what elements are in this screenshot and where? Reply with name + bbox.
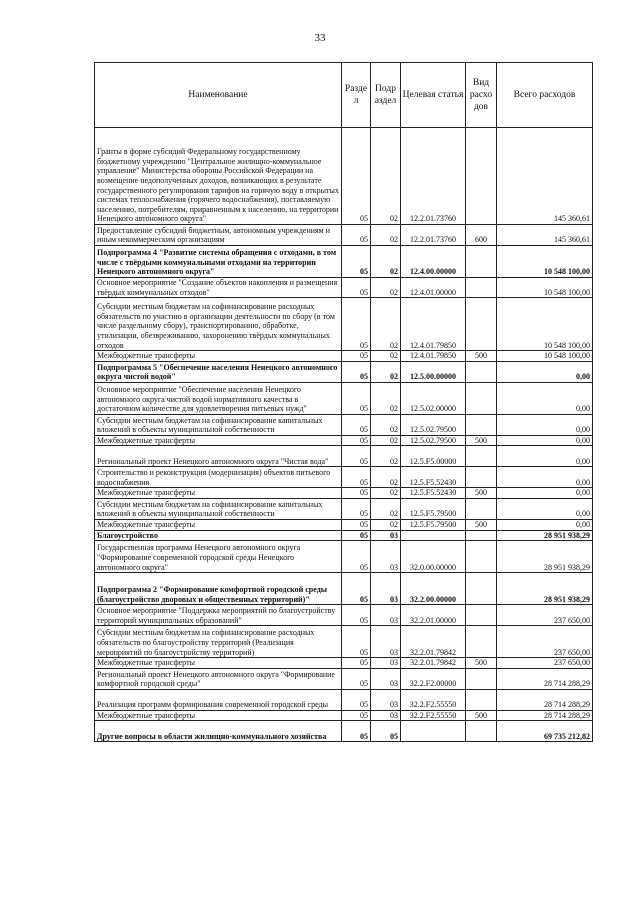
cell-name: Предоставление субсидий бюджетным, автономным учреждениям и иным некоммерческим организациям xyxy=(95,225,342,246)
table-row xyxy=(95,710,593,721)
cell-expense-type xyxy=(466,530,497,541)
cell-total: 0,00 xyxy=(497,382,593,414)
cell-razdel: 05 xyxy=(342,246,371,278)
cell-podrazdel: 03 xyxy=(371,541,401,573)
cell-podrazdel: 02 xyxy=(371,225,401,246)
cell-total: 10 548 100,00 xyxy=(497,278,593,298)
cell-name: Другие вопросы в области жилищно-коммунального хозяйства xyxy=(95,721,342,742)
cell-total: 0,00 xyxy=(497,488,593,499)
cell-target-article: 12.2.01.73760 xyxy=(401,225,466,246)
cell-name: Благоустройство xyxy=(95,530,342,541)
cell-razdel: 05 xyxy=(342,689,371,710)
cell-total: 0,00 xyxy=(497,435,593,446)
cell-name: Реализация программ формирования современной городской среды xyxy=(95,689,342,710)
table-row xyxy=(95,689,593,710)
cell-expense-type xyxy=(466,298,497,351)
cell-name: Межбюджетные трансферты xyxy=(95,519,342,530)
cell-podrazdel: 02 xyxy=(371,128,401,225)
cell-name: Гранты в форме субсидий Федеральному государственному бюджетному учреждению "Центральное жилищно-коммунальное управление" Министерства обороны Российской Федерации на возмещение недополученных доходов, возникающих в результате государственного регулирования тарифов на горячую воду в открытых системах теплоснабжения (горячего водоснабжения), поставляемую населению, потребителям, приравненным к населению, на территории Ненецкого автономного округа" xyxy=(95,128,342,225)
cell-target-article: 12.5.F5.52430 xyxy=(401,488,466,499)
table-row xyxy=(95,721,593,742)
table-row xyxy=(95,605,593,626)
cell-podrazdel: 02 xyxy=(371,488,401,499)
cell-name: Региональный проект Ненецкого автономного округа "Чистая вода" xyxy=(95,446,342,467)
cell-total: 237 650,00 xyxy=(497,626,593,658)
cell-podrazdel: 02 xyxy=(371,246,401,278)
cell-target-article: 32.2.01.79842 xyxy=(401,626,466,658)
cell-target-article: 12.5.F5.79500 xyxy=(401,519,466,530)
cell-podrazdel: 02 xyxy=(371,467,401,488)
table-row xyxy=(95,298,593,351)
cell-name: Подпрограмма 2 "Формирование комфортной городской среды (благоустройство дворовых и общественных территорий)" xyxy=(95,573,342,605)
table-row xyxy=(95,668,593,689)
cell-total: 28 714 288,29 xyxy=(497,689,593,710)
cell-podrazdel: 05 xyxy=(371,721,401,742)
cell-expense-type xyxy=(466,467,497,488)
cell-razdel: 05 xyxy=(342,435,371,446)
header-target-article: Целевая статья xyxy=(401,63,466,128)
cell-total: 10 548 100,00 xyxy=(497,351,593,362)
cell-expense-type xyxy=(466,278,497,298)
table-row xyxy=(95,382,593,414)
table-row xyxy=(95,658,593,669)
cell-razdel: 05 xyxy=(342,128,371,225)
table-row xyxy=(95,488,593,499)
cell-total: 28 714 288,29 xyxy=(497,710,593,721)
cell-podrazdel: 03 xyxy=(371,668,401,689)
cell-expense-type xyxy=(466,573,497,605)
cell-name: Межбюджетные трансферты xyxy=(95,435,342,446)
cell-expense-type xyxy=(466,382,497,414)
cell-total: 10 548 100,00 xyxy=(497,246,593,278)
cell-expense-type xyxy=(466,626,497,658)
cell-target-article: 32.2.01.00000 xyxy=(401,605,466,626)
cell-total: 0,00 xyxy=(497,361,593,382)
cell-name: Субсидии местным бюджетам на софинансирование расходных обязательств по благоустройству территорий (Реализация мероприятий по благоустройству территорий) xyxy=(95,626,342,658)
cell-expense-type: 500 xyxy=(466,710,497,721)
cell-name: Строительство и реконструкция (модернизация) объектов питьевого водоснабжения xyxy=(95,467,342,488)
cell-podrazdel: 03 xyxy=(371,689,401,710)
cell-razdel: 05 xyxy=(342,498,371,519)
table-row xyxy=(95,225,593,246)
cell-podrazdel: 02 xyxy=(371,382,401,414)
cell-razdel: 05 xyxy=(342,626,371,658)
cell-razdel: 05 xyxy=(342,519,371,530)
cell-target-article: 32.2.01.79842 xyxy=(401,658,466,669)
cell-expense-type xyxy=(466,246,497,278)
cell-razdel: 05 xyxy=(342,298,371,351)
cell-expense-type xyxy=(466,128,497,225)
cell-target-article: 32.2.F2.55550 xyxy=(401,710,466,721)
cell-razdel: 05 xyxy=(342,530,371,541)
cell-podrazdel: 03 xyxy=(371,605,401,626)
table-row xyxy=(95,435,593,446)
cell-podrazdel: 02 xyxy=(371,498,401,519)
page-number: 33 xyxy=(314,32,326,44)
table-row xyxy=(95,351,593,362)
cell-razdel: 05 xyxy=(342,361,371,382)
cell-target-article: 12.5.02.79500 xyxy=(401,414,466,435)
cell-target-article: 12.4.01.79850 xyxy=(401,298,466,351)
cell-podrazdel: 02 xyxy=(371,361,401,382)
cell-name: Межбюджетные трансферты xyxy=(95,710,342,721)
table-row xyxy=(95,530,593,541)
cell-podrazdel: 02 xyxy=(371,435,401,446)
cell-expense-type: 500 xyxy=(466,435,497,446)
cell-target-article: 12.5.F5.00000 xyxy=(401,446,466,467)
table-row xyxy=(95,626,593,658)
header-podrazdel: Подр аздел xyxy=(371,63,401,128)
cell-razdel: 05 xyxy=(342,721,371,742)
cell-target-article: 12.5.02.79500 xyxy=(401,435,466,446)
cell-target-article: 12.5.F5.79500 xyxy=(401,498,466,519)
cell-razdel: 05 xyxy=(342,573,371,605)
cell-total: 10 548 100,00 xyxy=(497,298,593,351)
cell-total: 0,00 xyxy=(497,519,593,530)
cell-name: Государственная программа Ненецкого автономного округа "Формирование современной городской среды Ненецкого автономного округа" xyxy=(95,541,342,573)
cell-razdel: 05 xyxy=(342,605,371,626)
cell-target-article xyxy=(401,721,466,742)
cell-razdel: 05 xyxy=(342,668,371,689)
cell-total: 28 951 938,29 xyxy=(497,530,593,541)
cell-target-article xyxy=(401,530,466,541)
table-row xyxy=(95,573,593,605)
cell-razdel: 05 xyxy=(342,488,371,499)
cell-expense-type xyxy=(466,414,497,435)
header-total: Всего расходов xyxy=(497,63,593,128)
cell-target-article: 32.2.F2.00000 xyxy=(401,668,466,689)
cell-razdel: 05 xyxy=(342,414,371,435)
cell-expense-type xyxy=(466,446,497,467)
cell-expense-type: 500 xyxy=(466,658,497,669)
header-razdel: Разде л xyxy=(342,63,371,128)
cell-podrazdel: 03 xyxy=(371,710,401,721)
header-expense-type: Вид расхо дов xyxy=(466,63,497,128)
cell-podrazdel: 03 xyxy=(371,530,401,541)
table-header-row xyxy=(95,63,593,128)
cell-expense-type xyxy=(466,605,497,626)
cell-razdel: 05 xyxy=(342,541,371,573)
cell-total: 28 714 288,29 xyxy=(497,668,593,689)
table-row xyxy=(95,128,593,225)
budget-table xyxy=(94,62,593,742)
cell-name: Субсидии местным бюджетам на софинансирование капитальных вложений в объекты муниципальной собственности xyxy=(95,498,342,519)
cell-total: 28 951 938,29 xyxy=(497,573,593,605)
cell-podrazdel: 03 xyxy=(371,626,401,658)
cell-name: Подпрограмма 4 "Развитие системы обращения с отходами, в том числе с твёрдыми коммунальными отходами на территории Ненецкого автономного округа" xyxy=(95,246,342,278)
cell-target-article: 12.4.00.00000 xyxy=(401,246,466,278)
header-name: Наименование xyxy=(95,63,342,128)
cell-total: 145 360,61 xyxy=(497,128,593,225)
cell-podrazdel: 02 xyxy=(371,298,401,351)
cell-total: 69 735 212,82 xyxy=(497,721,593,742)
cell-target-article: 32.0.00.00000 xyxy=(401,541,466,573)
cell-name: Подпрограмма 5 "Обеспечение населения Ненецкого автономного округа чистой водой" xyxy=(95,361,342,382)
cell-razdel: 05 xyxy=(342,446,371,467)
cell-name: Основное мероприятие "Поддержка мероприятий по благоустройству территорий муниципальных образований" xyxy=(95,605,342,626)
table-row xyxy=(95,498,593,519)
table-body xyxy=(95,128,593,742)
cell-total: 237 650,00 xyxy=(497,605,593,626)
cell-total: 0,00 xyxy=(497,446,593,467)
cell-target-article: 12.5.00.00000 xyxy=(401,361,466,382)
cell-total: 0,00 xyxy=(497,498,593,519)
cell-total: 0,00 xyxy=(497,414,593,435)
cell-target-article: 12.4.01.79850 xyxy=(401,351,466,362)
cell-razdel: 05 xyxy=(342,278,371,298)
table-row xyxy=(95,519,593,530)
cell-target-article: 12.5.F5.52430 xyxy=(401,467,466,488)
cell-razdel: 05 xyxy=(342,710,371,721)
cell-podrazdel: 02 xyxy=(371,351,401,362)
cell-name: Межбюджетные трансферты xyxy=(95,658,342,669)
cell-total: 28 951 938,29 xyxy=(497,541,593,573)
cell-target-article: 32.2.F2.55550 xyxy=(401,689,466,710)
cell-target-article: 12.5.02.00000 xyxy=(401,382,466,414)
cell-name: Региональный проект Ненецкого автономного округа "Формирование комфортной городской среды" xyxy=(95,668,342,689)
cell-target-article: 32.2.00.00000 xyxy=(401,573,466,605)
cell-expense-type xyxy=(466,689,497,710)
cell-total: 0,00 xyxy=(497,467,593,488)
cell-razdel: 05 xyxy=(342,467,371,488)
cell-podrazdel: 02 xyxy=(371,446,401,467)
table-row xyxy=(95,246,593,278)
cell-expense-type: 500 xyxy=(466,488,497,499)
cell-name: Основное мероприятие "Создание объектов накопления и размещения твёрдых коммунальных отходов" xyxy=(95,278,342,298)
cell-razdel: 05 xyxy=(342,351,371,362)
cell-name: Субсидии местным бюджетам на софинансирование капитальных вложений в объекты муниципальной собственности xyxy=(95,414,342,435)
cell-name: Основное мероприятие "Обеспечение населения Ненецкого автономного округа чистой водой нормативного качества в достаточном количестве для удовлетворения питьевых нужд" xyxy=(95,382,342,414)
cell-expense-type: 500 xyxy=(466,351,497,362)
cell-expense-type xyxy=(466,721,497,742)
table-row xyxy=(95,414,593,435)
table-row xyxy=(95,446,593,467)
cell-expense-type xyxy=(466,541,497,573)
cell-razdel: 05 xyxy=(342,382,371,414)
cell-podrazdel: 03 xyxy=(371,573,401,605)
cell-total: 145 360,61 xyxy=(497,225,593,246)
cell-razdel: 05 xyxy=(342,658,371,669)
cell-name: Субсидии местным бюджетам на софинансирование расходных обязательств по участию в организации деятельности по сбору (в том числе раздельному сбору), транспортированию, обработке, утилизации, обезвреживанию, захоронению твёрдых коммунальных отходов xyxy=(95,298,342,351)
cell-expense-type xyxy=(466,498,497,519)
cell-target-article: 12.4.01.00000 xyxy=(401,278,466,298)
table-row xyxy=(95,361,593,382)
cell-podrazdel: 03 xyxy=(371,658,401,669)
cell-expense-type: 600 xyxy=(466,225,497,246)
cell-expense-type: 500 xyxy=(466,519,497,530)
table-row xyxy=(95,541,593,573)
cell-name: Межбюджетные трансферты xyxy=(95,351,342,362)
table-row xyxy=(95,467,593,488)
cell-target-article: 12.2.01.73760 xyxy=(401,128,466,225)
cell-podrazdel: 02 xyxy=(371,278,401,298)
cell-podrazdel: 02 xyxy=(371,519,401,530)
cell-razdel: 05 xyxy=(342,225,371,246)
cell-expense-type xyxy=(466,668,497,689)
cell-total: 237 650,00 xyxy=(497,658,593,669)
table-row xyxy=(95,278,593,298)
cell-podrazdel: 02 xyxy=(371,414,401,435)
cell-expense-type xyxy=(466,361,497,382)
cell-name: Межбюджетные трансферты xyxy=(95,488,342,499)
